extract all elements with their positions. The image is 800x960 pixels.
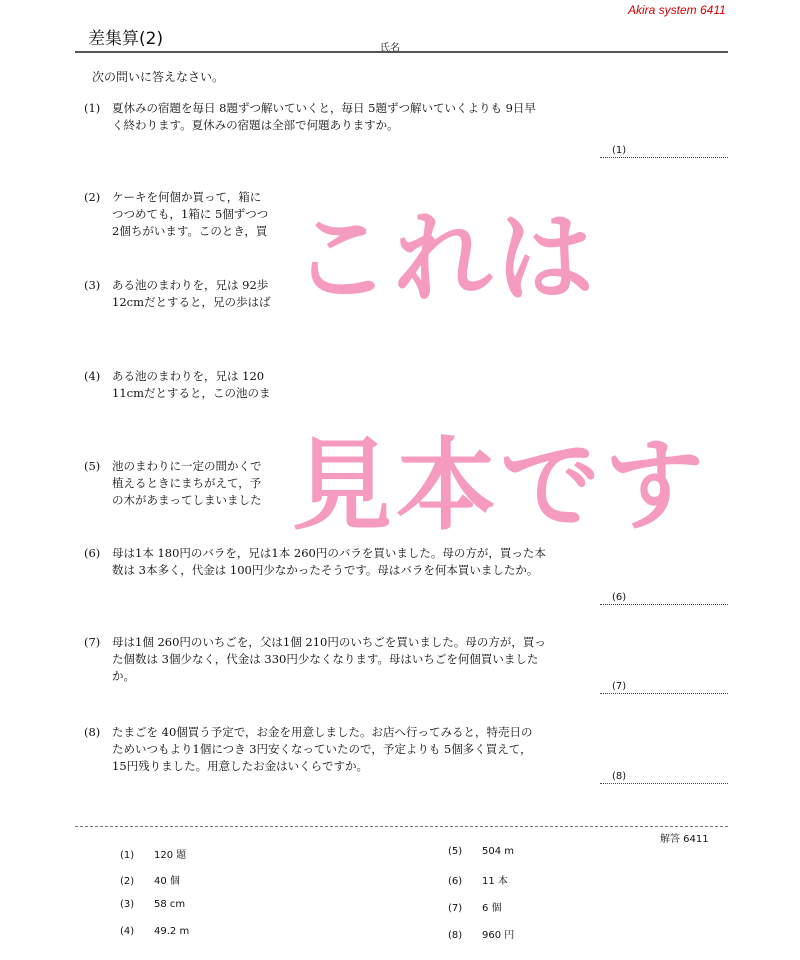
- answer-blank-7[interactable]: [600, 679, 728, 694]
- answer-key-value: 960 円: [482, 930, 515, 941]
- answer-key-number: (7): [448, 903, 463, 914]
- question-number: (6): [84, 546, 101, 560]
- answer-key-number: (4): [120, 926, 135, 937]
- question-text: ケーキを何個か買って，箱に つつめても，1箱に 5個ずつつ 2個ちがいます。このとき，買: [112, 190, 269, 238]
- answer-key-value: 58 cm: [154, 899, 186, 910]
- instructions: 次の問いに答えなさい。: [92, 70, 225, 84]
- answer-key-item: [120, 872, 180, 887]
- question-text: ある池のまわりを，兄は 92歩 12cmだとすると，兄の歩はば: [112, 278, 271, 309]
- answer-key-item: [448, 926, 514, 941]
- answer-key-number: (6): [448, 876, 463, 887]
- question-7: [84, 634, 604, 685]
- answer-key-value: 49.2 m: [154, 926, 190, 937]
- answer-key-value: 40 個: [154, 876, 180, 887]
- answer-key-item: [448, 899, 502, 914]
- answer-label: (1): [612, 145, 627, 156]
- brand-label: Akira system 6411: [628, 3, 726, 17]
- sample-watermark-line1: これは: [292, 202, 599, 316]
- answer-label: (8): [612, 771, 627, 782]
- answer-key-item: [448, 872, 508, 887]
- page-title: 差集算(2): [88, 29, 164, 49]
- question-number: (4): [84, 369, 101, 383]
- name-field-label: 氏名: [380, 43, 400, 54]
- answer-label: (7): [612, 681, 627, 692]
- answer-key-number: (8): [448, 930, 463, 941]
- header-rule: [75, 51, 728, 53]
- question-8: [84, 724, 604, 775]
- question-text: 夏休みの宿題を毎日 8題ずつ解いていくと，毎日 5題ずつ解いていくよりも 9日早 く終わります。夏休みの宿題は全部で何題ありますか。: [112, 101, 536, 132]
- answer-key-value: 120 題: [154, 850, 187, 861]
- question-4: [84, 368, 604, 402]
- answer-blank-8[interactable]: [600, 769, 728, 784]
- answer-key-item: [120, 899, 185, 910]
- question-number: (7): [84, 635, 101, 649]
- answer-key-value: 504 m: [482, 846, 515, 857]
- sample-watermark-line2: 見本です: [292, 427, 708, 544]
- answer-blank-6[interactable]: [600, 590, 728, 605]
- question-number: (1): [84, 101, 101, 115]
- answer-key-item: [120, 846, 186, 861]
- answer-key-separator: [75, 826, 728, 827]
- question-number: (2): [84, 190, 101, 204]
- question-number: (8): [84, 725, 101, 739]
- question-6: [84, 545, 604, 579]
- answer-key-number: (5): [448, 846, 463, 857]
- question-number: (3): [84, 278, 101, 292]
- question-number: (5): [84, 459, 101, 473]
- answer-key-title: 解答 6411: [660, 834, 709, 845]
- answer-key-item: [120, 926, 189, 937]
- question-text: たまごを 40個買う予定で，お金を用意しました。お店へ行ってみると，特売日の ためいつもより1個につき 3円安くなっていたので，予定よりも 5個多く買えて， 15円残りました。用意したお金はいくらですか。: [112, 725, 533, 773]
- question-text: 母は1本 180円のバラを，兄は1本 260円のバラを買いました。母の方が，買った本 数は 3本多く，代金は 100円少なかったそうです。母はバラを何本買いましたか。: [112, 546, 546, 577]
- answer-blank-1[interactable]: [600, 143, 728, 158]
- answer-key-item: [448, 846, 514, 857]
- answer-label: (6): [612, 592, 627, 603]
- question-text: ある池のまわりを，兄は 120 11cmだとすると，この池のま: [112, 369, 271, 400]
- answer-key-value: 11 本: [482, 876, 508, 887]
- answer-key-number: (3): [120, 899, 135, 910]
- answer-key-value: 6 個: [482, 903, 502, 914]
- question-text: 池のまわりに一定の間かくで 植えるときにまちがえて，予 の木があまってしまいました: [112, 459, 262, 507]
- question-1: [84, 100, 604, 134]
- question-text: 母は1個 260円のいちごを，父は1個 210円のいちごを買いました。母の方が，買っ た個数は 3個少なく，代金は 330円少なくなります。母はいちごを何個買いました か。: [112, 635, 546, 683]
- answer-key-number: (1): [120, 850, 135, 861]
- answer-key-number: (2): [120, 876, 135, 887]
